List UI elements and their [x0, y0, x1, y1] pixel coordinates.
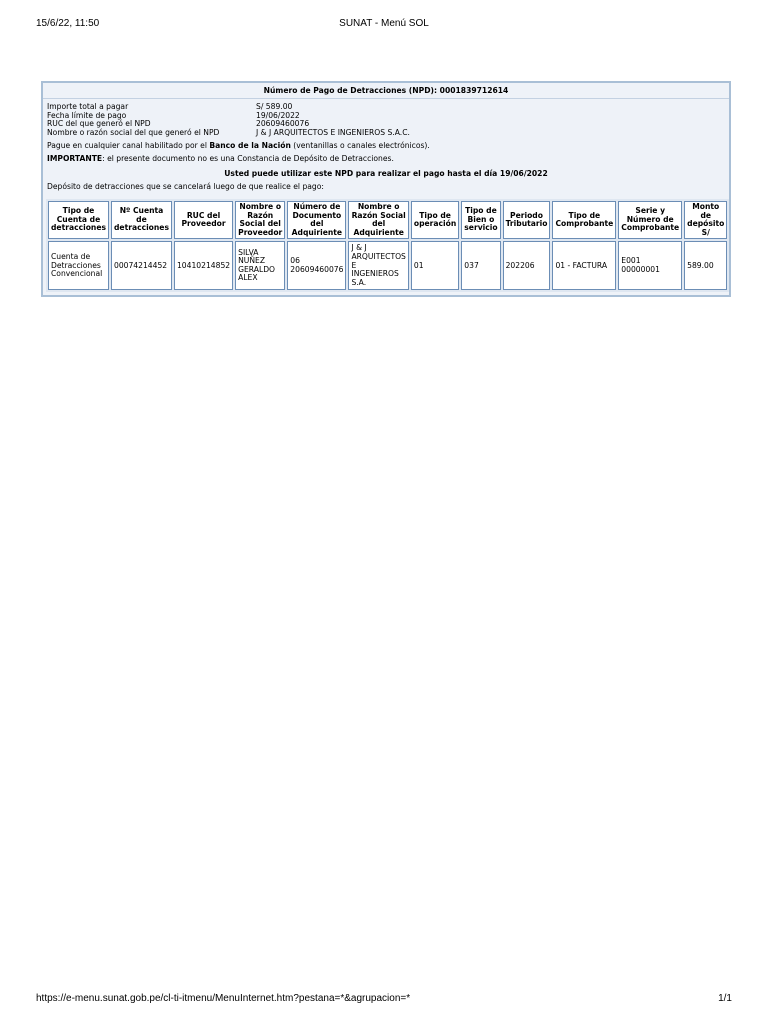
col-header-provider-name: Nombre o Razón Social del Proveedor — [235, 201, 285, 239]
col-header-deposit-amount: Monto de depósito S/ — [684, 201, 727, 239]
page-url: https://e-menu.sunat.gob.pe/cl-ti-itmenu/MenuInternet.htm?pestana=*&agrupacion=* — [36, 993, 411, 1004]
cell-buyer-document: 06 20609460076 — [287, 241, 346, 290]
cell-provider-ruc: 10410214852 — [174, 241, 233, 290]
summary-row — [47, 129, 410, 138]
print-header — [0, 0, 768, 40]
summary-value: J & J ARQUITECTOS E INGENIEROS S.A.C. — [256, 127, 410, 137]
cell-account-number: 00074214452 — [111, 241, 172, 290]
deposit-intro: Depósito de detracciones que se cancelará luego de que realice el pago: — [47, 182, 324, 192]
cell-account-type: Cuenta de Detracciones Convencional — [48, 241, 109, 290]
detraction-table — [46, 199, 729, 292]
col-header-tax-period: Periodo Tributario — [503, 201, 551, 239]
npd-document — [41, 81, 731, 297]
col-header-account-type: Tipo de Cuenta de detracciones — [48, 201, 109, 239]
payment-note-after: (ventanillas o canales electrónicos). — [290, 141, 430, 151]
col-header-voucher-type: Tipo de Comprobante — [552, 201, 616, 239]
col-header-good-type: Tipo de Bien o servicio — [461, 201, 500, 239]
summary-label: RUC del que generó el NPD — [47, 119, 151, 129]
payment-note — [47, 142, 729, 151]
col-header-voucher-number: Serie y Número de Comprobante — [618, 201, 682, 239]
summary-label: Nombre o razón social del que generó el NPD — [47, 127, 220, 137]
summary-label: Fecha límite de pago — [47, 110, 127, 120]
summary-value: S/ 589.00 — [256, 102, 293, 111]
table-header-row — [48, 201, 727, 239]
cell-deposit-amount: 589.00 — [684, 241, 727, 290]
npd-title: Número de Pago de Detracciones (NPD): 0001839712614 — [43, 86, 729, 99]
col-header-buyer-document: Número de Documento del Adquiriente — [287, 201, 346, 239]
bank-name: Banco de la Nación — [209, 141, 291, 151]
print-datetime: 15/6/22, 11:50 — [36, 18, 100, 29]
col-header-operation-type: Tipo de operación — [411, 201, 459, 239]
cell-buyer-name: J & J ARQUITECTOS E INGENIEROS S.A. — [348, 241, 408, 290]
cell-tax-period: 202206 — [503, 241, 551, 290]
col-header-provider-ruc: RUC del Proveedor — [174, 201, 233, 239]
cell-good-type: 037 — [461, 241, 500, 290]
payment-note-before: Pague en cualquier canal habilitado por el — [47, 141, 210, 151]
summary-value: 20609460076 — [256, 119, 310, 129]
important-note — [47, 155, 729, 164]
page-number: 1/1 — [718, 993, 732, 1004]
cell-operation-type: 01 — [411, 241, 459, 290]
important-label: IMPORTANTE — [47, 153, 103, 163]
summary-value: 19/06/2022 — [256, 110, 300, 120]
print-page-title: SUNAT - Menú SOL — [339, 18, 429, 29]
col-header-buyer-name: Nombre o Razón Social del Adquiriente — [348, 201, 408, 239]
cell-provider-name: SILVA NUÑEZ GERALDO ALEX — [235, 241, 285, 290]
cell-voucher-type: 01 - FACTURA — [552, 241, 616, 290]
table-row — [48, 241, 727, 290]
summary-label: Importe total a pagar — [47, 102, 129, 111]
summary-table — [47, 103, 410, 137]
col-header-account-number: Nº Cuenta de detracciones — [111, 201, 172, 239]
important-text: : el presente documento no es una Constancia de Depósito de Detracciones. — [102, 153, 394, 163]
cell-voucher-number: E001 00000001 — [618, 241, 682, 290]
deadline-note: Usted puede utilizar este NPD para realizar el pago hasta el día 19/06/2022 — [224, 168, 548, 178]
